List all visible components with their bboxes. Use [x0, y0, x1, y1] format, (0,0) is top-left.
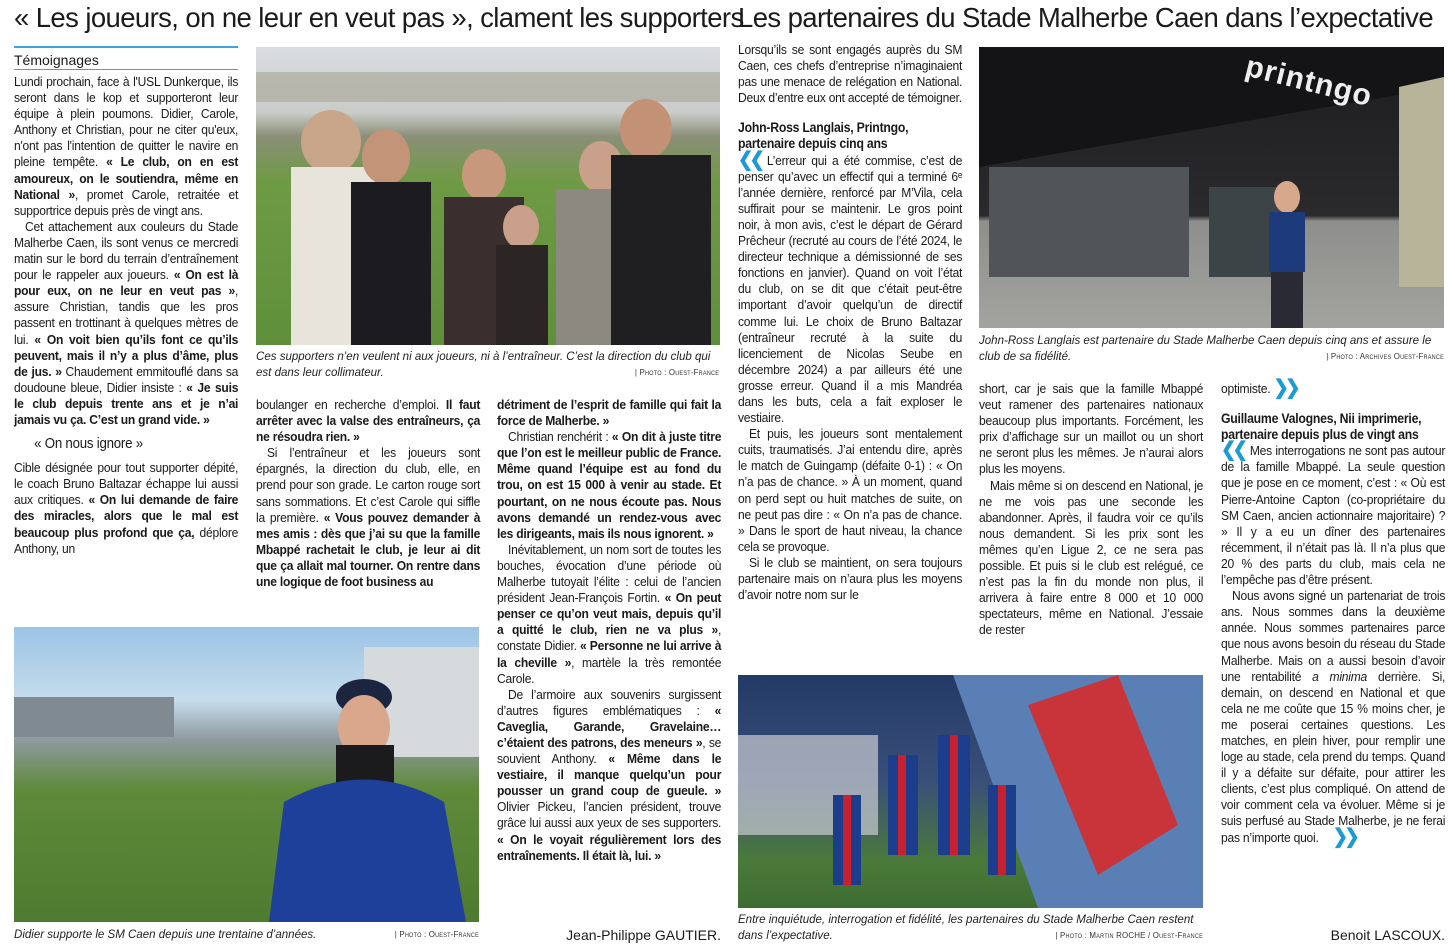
supporters-illustration: [256, 47, 720, 345]
quote-text: détriment de l’esprit de famille qui fait la force de Malherbe. »: [497, 397, 722, 429]
interviewee-heading: [738, 120, 962, 152]
text-run: Nous avons signé un partenariat de trois ans. Nous sommes dans la deuxième année. Nous sommes partenaires parce que nous avons besoin du réseau du Stade Malherbe. Mais on a aussi besoin d’avoir une rentabilité: [1221, 588, 1446, 684]
text-run: Christian renchérit :: [507, 429, 612, 445]
quote-text: « On voit bien qu’ils font ce qu’ils peuvent, mais il n’y a plus d’âme, plus de jus. »: [14, 331, 239, 379]
paragraph: [738, 42, 962, 106]
caption-text: Didier supporte le SM Caen depuis une trentaine d’années.: [14, 927, 317, 941]
text-run: Lundi prochain, face à l'USL Dunkerque, ils seront dans le kop et supporteront leur équipe à plein poumons. Didier, Carole, Anthony et Christian, pour ne citer qu'eux, n'ont pas l'intention de quitter le navire en pleine tempête.: [14, 74, 239, 170]
photo-caption-langlais: [979, 332, 1444, 364]
text-run: , promet Carole, retraitée et supportrice depuis près de vingt ans.: [14, 186, 239, 218]
article-column-2: [256, 397, 480, 590]
text-run: John-Ross Langlais, Printngo, partenaire depuis cinq ans: [738, 120, 909, 152]
photo-didier: [14, 627, 479, 922]
quote-text: « On lui demande de faire des miracles, alors que le mal est beaucoup plus profond que ça,: [14, 492, 239, 540]
text-run: Olivier Pickeu, l’ancien président, trouve grâce lui aussi aux yeux de ses supporters.: [497, 799, 722, 831]
quote-text: « Je suis le club depuis trente ans et je n’ai jamais vu ça. C’est un grand vide. »: [14, 379, 239, 427]
article-column-5: [979, 381, 1203, 639]
text-run: , se souvient Anthony.: [497, 734, 722, 767]
text-run: Cible désignée pour tout supporter dépité, le coach Bruno Baltazar échappe lui aussi aux critiques.: [14, 460, 239, 508]
quote-text: « On est là pour eux, on ne leur en veut pas »: [14, 267, 239, 299]
article-column-1: [14, 74, 238, 557]
headline-supporters: « Les joueurs, on ne leur en veut pas », clament les supporters: [14, 2, 744, 33]
text-run: boulanger en recherche d’emploi.: [256, 397, 446, 412]
author-signature-left: Jean-Philippe GAUTIER.: [566, 927, 721, 943]
text-run: Mes interrogations ne sont pas autour de la famille Mbappé. La seule question que je pose en ce moment, c’est : « Où est Pierre-Antoine Capton (co-propriétaire du SM Caen, ancien actionnaire majoritaire) ? » Il y a eu un dîner des partenaires récemment, il n’était pas là. Il n’a plus que 20 % des parts du club, mais cela ne l’empêche pas d’être présent.: [1221, 443, 1446, 588]
photo-caption-players: [738, 911, 1203, 943]
printngo-sign: printngo: [1242, 49, 1376, 114]
close-quote-icon: ❯❯: [1273, 377, 1297, 399]
paragraph: [14, 219, 238, 428]
quote-text: « Même dans le vestiaire, il manque quelqu’un pour pousser un grand coup de gueule. »: [497, 751, 722, 799]
headline-partners: Les partenaires du Stade Malherbe Caen dans l’expectative: [738, 2, 1434, 33]
paragraph: [1221, 377, 1445, 399]
article-column-3: [497, 397, 721, 864]
paragraph: [1221, 439, 1446, 588]
text-run: short, car je sais que la famille Mbappé veut ramener des partenaires nationaux beaucoup plus importants. Forcément, les prix d’affichage sur un maillot ou un short ne seront plus les mêmes. Je n’aurai alors plus les moyens.: [979, 381, 1204, 477]
close-quote-icon: ❯❯: [1332, 825, 1357, 848]
paragraph: [256, 397, 480, 445]
text-run: Chaudement emmitouflé dans sa doudoune bleue, Didier insiste :: [14, 363, 239, 395]
text-run: déplore Anthony, un: [14, 524, 239, 556]
text-run: L’erreur qui a été commise, c’est de penser qu’avec un effectif qui a terminé 6ᵉ l’année dernière, renforcé par M’Vila, cela suffirait pour se maintenir. Le gros point noir, à mon avis, c’est le départ de Gérard Prêcheur (recruté au cours de l’été 2024, le directeur technique a démissionné de ses fonctions en janvier). Quand on voit l’état du club, on se dit que c’était peut-être important d’avoir quelqu’un de directif comme lui. Le choix de Bruno Baltazar (entraîneur recruté à la suite du licenciement de Nicolas Seube en décembre 2024) a par ailleurs été une grosse erreur. Quand il a mis Mandréa dans les buts, cela a fait exploser le vestiaire.: [738, 152, 963, 426]
quote-text: « On le voyait régulièrement lors des entraînements. Il était là, lui. »: [497, 831, 722, 863]
langlais-illustration: [979, 47, 1444, 328]
text-run: , assure Christian, tandis que les pros passent en trottinant à quelques mètres de lui.: [14, 283, 239, 347]
caption-text: John-Ross Langlais est partenaire du Stade Malherbe Caen depuis cinq ans et assure le club de sa fidélité.: [979, 333, 1432, 363]
paragraph: [1221, 588, 1445, 846]
text-run: Guillaume Valognes, Nii imprimerie, partenaire depuis plus de vingt ans: [1221, 411, 1422, 443]
paragraph: [497, 429, 721, 542]
text-run: Et puis, les joueurs sont mentalement cuits, traumatisés. J’ai entendu dire, après le match de Guingamp (défaite 0-1) : « On n’a pas de chance. » À un moment, quand on perd sept ou huit matches de suite, on ne peut pas dire : « On n’a pas de chance. » Dans le sport de haut niveau, la chance cela se provoque.: [738, 426, 963, 554]
quote-text: « Personne ne lui arrive à la cheville »: [497, 638, 722, 670]
quote-text: Il faut arrêter avec la valse des entraîneurs, ça ne résoudra rien. »: [256, 397, 481, 445]
text-run: Cet attachement aux couleurs du Stade Malherbe Caen, ils sont venus ce mercredi matin sur le bord du terrain d’entraînement pour le rappeler aux joueurs.: [14, 218, 239, 283]
text-run: optimiste.: [1221, 381, 1274, 396]
paragraph: [979, 478, 1203, 639]
paragraph: [738, 555, 962, 603]
photo-caption-supporters: [256, 348, 719, 380]
quote-text: « Vous pouvez demander à mes amis : dès que j’ai su que la famille Mbappé rachetait le club, je leur ai dit que ça allait mal tourner. On rentre dans une logique de foot business au: [256, 509, 481, 590]
photo-caption-didier: [14, 926, 479, 942]
didier-illustration: [14, 627, 479, 922]
article-column-4: [738, 42, 962, 603]
photo-supporters: [256, 47, 720, 345]
paragraph: [497, 687, 721, 864]
quote-text: « On dit à juste titre que l’on est le meilleur public de France. Même quand l’équipe est au fond du trou, on est 15 000 à venir au stade. Et pourtant, on ne nous écoute pas. Nous avons demandé un rendez-vous avec les dirigeants, mais ils nous ignorent. »: [497, 429, 722, 541]
players-illustration: [738, 675, 1203, 908]
paragraph: [14, 460, 238, 557]
quote-text: « Le club, on en est amoureux, on le soutiendra, même en National »: [14, 154, 239, 202]
quote-text: « On peut penser ce qu’on veut mais, depuis qu’il a quitté le club, rien ne va plus »: [497, 590, 722, 638]
text-run: De l’armoire aux souvenirs surgissent d’autres figures emblématiques :: [497, 686, 722, 718]
paragraph: [738, 426, 962, 555]
caption-text: Entre inquiétude, interrogation et fidélité, les partenaires du Stade Malherbe Caen restent dans l’expectative.: [738, 912, 1194, 942]
paragraph: [738, 148, 963, 427]
paragraph: [497, 542, 721, 687]
photo-players: [738, 675, 1203, 908]
article-column-6: [1221, 377, 1446, 848]
text-run: Inévitablement, un nom sort de toutes les bouches, évocation d’une période où Malherbe tutoyait l’élite : celui de l’ancien président Jean-François Fortin.: [497, 541, 722, 606]
caption-text: Ces supporters n’en veulent ni aux joueurs, ni à l’entraîneur. C’est la direction du club qui est dans leur collimateur.: [256, 349, 711, 379]
quote-text: « Caveglia, Garande, Gravelaine… c’étaient des patrons, des meneurs »: [497, 702, 722, 750]
photo-credit-players: | Photo : Martin ROCHE / Ouest-France: [1055, 930, 1203, 940]
photo-credit-langlais: | Photo : Archives Ouest-France: [1326, 351, 1444, 361]
photo-credit-didier: | Photo : Ouest-France: [394, 929, 479, 939]
text-run: Si le club se maintient, on sera toujours partenaire mais on n’aura plus les moyens d’avoir notre nom sur le: [738, 554, 963, 603]
text-run: , constate Didier.: [497, 622, 722, 654]
text-run: Mais même si on descend en National, je ne me vois pas une seconde les abandonner. Après, il faudra voir ce qu’ils nous demandent. Si les prix sont les mêmes qu’en Ligue 2, ce ne sera pas possible. Et puis si le club est relégué, ce n’est pas la fin du monde non plus, il arrivera à faire entre 8 000 et 10 000 spectateurs, même en National. J’essaie de rester: [979, 477, 1204, 638]
paragraph: [14, 74, 238, 219]
text-run: Lorsqu’ils se sont engagés auprès du SM Caen, ces chefs d’entreprise n’imaginaient pas une menace de relégation en National. Deux d’entre eux ont accepté de témoigner.: [738, 42, 963, 106]
text-run: , martèle la très remontée Carole.: [497, 654, 722, 686]
photo-langlais: [979, 47, 1444, 328]
section-label: Témoignages: [14, 46, 238, 70]
text-run: « On nous ignore »: [34, 436, 143, 453]
text-run: Si l’entraîneur et les joueurs sont épargnés, la direction du club, elle, en prend pour son grade. Le carton rouge sort sans sommations. Et c’est Carole qui siffle la première.: [256, 445, 481, 525]
interviewee-heading: [1221, 411, 1445, 443]
text-run: a minima: [1312, 668, 1368, 684]
paragraph: [979, 381, 1203, 478]
subheading: [14, 428, 238, 460]
author-signature-right: Benoit LASCOUX.: [1330, 927, 1445, 943]
paragraph: [256, 445, 480, 590]
paragraph: [497, 397, 721, 429]
open-quote-icon: ❮❮: [1221, 439, 1245, 462]
open-quote-icon: ❮❮: [738, 148, 762, 171]
photo-credit-supporters: | Photo : Ouest-France: [634, 367, 720, 377]
text-run: derrière. Si, demain, on descend en National et que cela ne me coûte que 15 % moins cher, je me poserai certaines questions. Les matches, en plein hiver, pour remplir une loge au stade, cela prend du temps. Quand il y a défaite sur défaite, pour attirer les clients, c’est plus compliqué. On attend de voir comment cela va évoluer. Même si je suis perfusé au Stade Malherbe, je ne ferai pas n’importe quoi.: [1221, 668, 1446, 845]
